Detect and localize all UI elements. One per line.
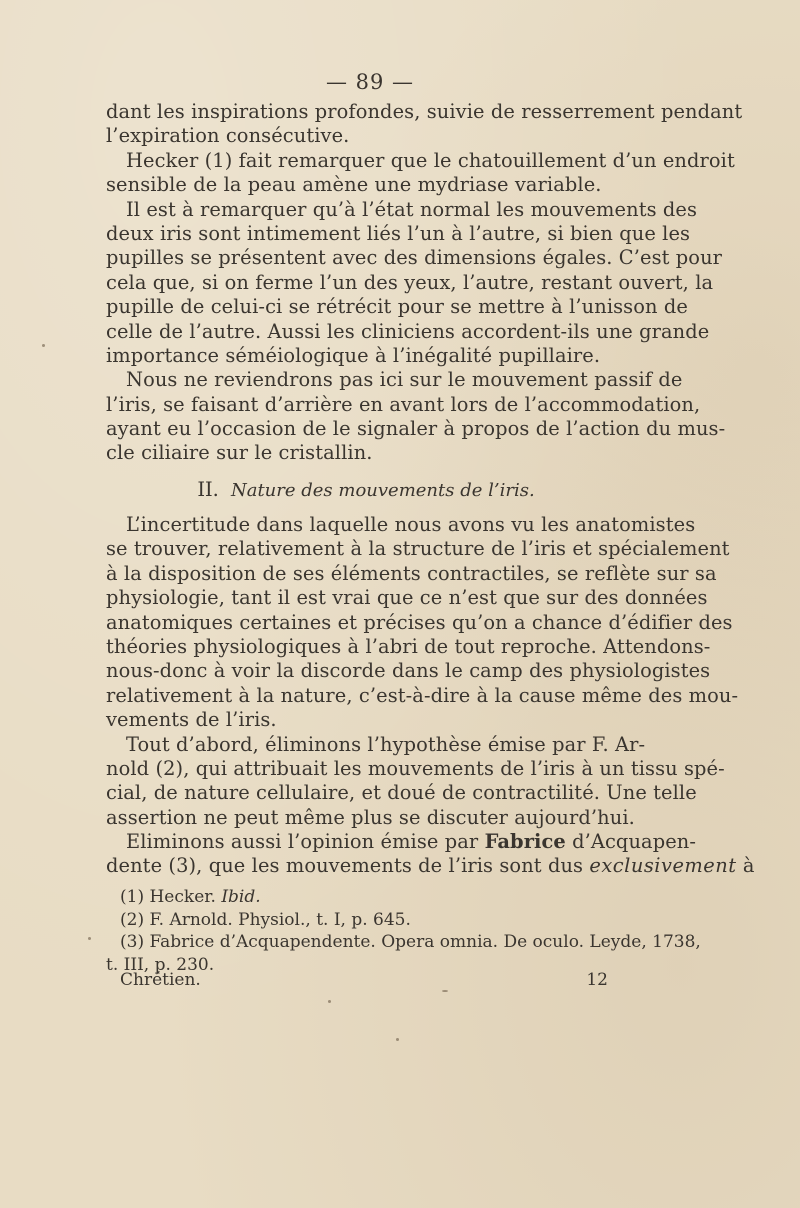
text-line: l’expiration consécutive. — [106, 124, 350, 148]
text-line: deux iris sont intimement liés l’un à l’autre, si bien que les — [106, 221, 691, 245]
signature-sheet-number: 12 — [586, 970, 608, 990]
text-line: dant les inspirations profondes, suivie de resserrement pendant — [106, 100, 743, 123]
text-line — [106, 830, 697, 854]
footnote — [106, 886, 626, 909]
text-line: Il est à remarquer qu’à l’état normal les mouvements des — [126, 197, 698, 221]
text-line: nous-donc à voir la discorde dans le camp des physiologistes — [106, 659, 711, 683]
text-line: relativement à la nature, c’est-à-dire à la cause même des mou- — [106, 683, 739, 707]
text-line: cial, de nature cellulaire, et doué de contractilité. Une telle — [106, 781, 697, 805]
text-line: Hecker (1) fait remarquer que le chatouillement d’un endroit — [126, 148, 735, 172]
paper-speck — [396, 1038, 399, 1041]
text-line: nold (2), qui attribuait les mouvements de l’iris à un tissu spé- — [106, 756, 725, 780]
text-line: pupilles se présentent avec des dimensions égales. C’est pour — [106, 246, 723, 270]
footnotes — [106, 886, 701, 976]
text-line: se trouver, relativement à la structure de l’iris et spécialement — [106, 537, 730, 561]
text-line: sensible de la peau amène une mydriase variable. — [106, 173, 602, 197]
paper-speck — [442, 990, 448, 992]
text-line: vements de l’iris. — [106, 708, 277, 732]
text-fragment: dente (3), que les mouvements de l’iris sont dus — [106, 854, 590, 878]
section-paragraphs — [106, 513, 755, 879]
printer-signature — [120, 969, 626, 991]
text-line: anatomiques certaines et précises qu’on a chance d’édifier des — [106, 610, 733, 634]
text-fragment: d’Acquapen- — [565, 830, 697, 854]
text-line: cela que, si on ferme l’un des yeux, l’autre, restant ouvert, la — [106, 270, 714, 294]
paper-speck — [328, 1000, 331, 1003]
text-line: à la disposition de ses éléments contractiles, se reflète sur sa — [106, 561, 717, 585]
paper-speck — [42, 344, 45, 347]
section-heading — [106, 478, 626, 503]
text-line: Nous ne reviendrons pas ici sur le mouvement passif de — [126, 368, 683, 392]
text-line: celle de l’autre. Aussi les cliniciens accordent-ils une grande — [106, 319, 710, 343]
page-number: — 89 — — [325, 70, 415, 94]
text-line: L’incertitude dans laquelle nous avons vu les anatomistes — [126, 513, 696, 536]
text-fragment: à — [736, 854, 755, 878]
section-number: II. — [197, 478, 219, 501]
text-line: ayant eu l’occasion de le signaler à propos de l’action du mus- — [106, 417, 726, 441]
text-line: Tout d’abord, éliminons l’hypothèse émise par F. Ar- — [126, 732, 646, 756]
footnote-continuation: t. III, p. 230. — [106, 954, 215, 975]
text-line: théories physiologiques à l’abri de tout reproche. Attendons- — [106, 634, 711, 658]
text-line — [106, 854, 755, 878]
text-line: l’iris, se faisant d’arrière en avant lors de l’accommodation, — [106, 392, 701, 416]
footnote: (2) F. Arnold. Physiol., t. I, p. 645. — [120, 909, 411, 930]
text-line: cle ciliaire sur le cristallin. — [106, 441, 373, 465]
text-line: physiologie, tant il est vrai que ce n’est que sur des données — [106, 586, 708, 610]
text-line: assertion ne peut même plus se discuter aujourd’hui. — [106, 805, 635, 829]
text-fragment: Eliminons aussi l’opinion émise par — [126, 830, 485, 854]
top-paragraphs — [106, 100, 743, 466]
footnote-emphasis: Ibid. — [221, 887, 261, 907]
footnote: (3) Fabrice d’Acquapendente. Opera omnia. De oculo. Leyde, 1738, — [120, 932, 701, 952]
paper-speck — [88, 937, 91, 940]
author-name: Fabrice — [484, 830, 566, 854]
text-line: importance séméiologique à l’inégalité pupillaire. — [106, 343, 601, 367]
text-line: pupille de celui-ci se rétrécit pour se mettre à l’unisson de — [106, 295, 688, 319]
emphasis: exclusivement — [589, 854, 737, 878]
signature-author: Chrétien. — [120, 970, 201, 990]
footnote-text: (1) Hecker. — [120, 887, 222, 907]
section-title: Nature des mouvements de l’iris. — [230, 480, 535, 501]
